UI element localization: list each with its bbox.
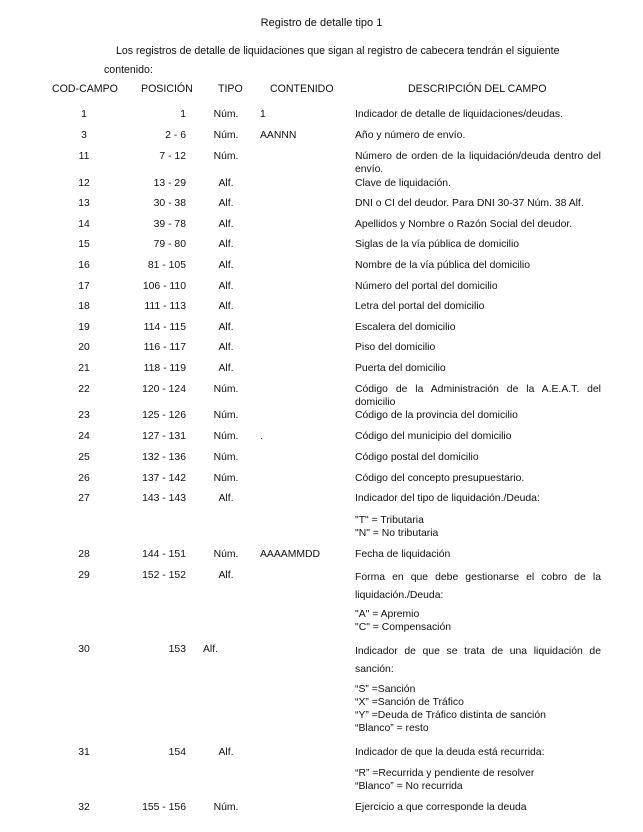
cell-pos: 137 - 142 xyxy=(142,473,186,484)
cell-pos: 120 - 124 xyxy=(142,384,186,395)
intro-text-line1: Los registros de detalle de liquidaciones que sigan al registro de cabecera tendrán el siguiente xyxy=(116,45,560,57)
cell-desc: Año y número de envío. xyxy=(355,130,466,141)
cell-cod: 17 xyxy=(78,281,90,292)
cell-pos: 79 - 80 xyxy=(153,239,186,250)
cell-tipo: Núm. xyxy=(213,109,239,120)
cell-cod: 25 xyxy=(78,452,90,463)
cell-pos: 106 - 110 xyxy=(142,281,186,292)
cell-pos: 132 - 136 xyxy=(142,452,186,463)
option-list xyxy=(355,514,601,540)
cell-cod: 31 xyxy=(78,747,90,758)
cell-tipo: Alf. xyxy=(218,239,234,250)
cell-tipo: Núm. xyxy=(213,802,239,813)
option-item: "N" = No tributaria xyxy=(355,528,439,539)
cell-pos: 111 - 113 xyxy=(144,301,186,312)
cell-pos: 127 - 131 xyxy=(142,431,186,442)
cell-pos: 144 - 151 xyxy=(142,549,186,560)
cell-desc: Siglas de la vía pública de domicilio xyxy=(355,239,520,250)
cell-desc: Código del municipio del domicilio xyxy=(355,431,512,442)
cell-cont: AAAAMMDD xyxy=(260,549,321,560)
cell-tipo: Núm. xyxy=(213,473,239,484)
cell-desc: Indicador de detalle de liquidaciones/deudas. xyxy=(355,109,563,120)
cell-desc: Número de orden de la liquidación/deuda dentro del envío. xyxy=(355,151,601,175)
cell-desc: Código de la provincia del domicilio xyxy=(355,410,518,421)
cell-desc: Apellidos y Nombre o Razón Social del deudor. xyxy=(355,219,573,230)
cell-pos: 116 - 117 xyxy=(143,342,186,353)
cell-tipo: Núm. xyxy=(213,130,239,141)
cell-cod: 28 xyxy=(78,549,90,560)
cell-cod: 11 xyxy=(78,151,90,162)
cell-cod: 14 xyxy=(78,219,90,230)
cell-pos: 114 - 115 xyxy=(143,322,186,333)
cell-cod: 3 xyxy=(81,130,87,141)
cell-tipo: Alf. xyxy=(218,493,234,504)
cell-desc: Nombre de la vía pública del domicilio xyxy=(355,260,530,271)
option-item: "A" = Apremio xyxy=(355,609,420,620)
cell-desc: Código postal del domicilio xyxy=(355,452,479,463)
option-item: “R” =Recurrida y pendiente de resolver xyxy=(355,768,535,779)
cell-tipo: Alf. xyxy=(218,570,234,581)
cell-pos: 152 - 152 xyxy=(142,570,186,581)
cell-pos: 7 - 12 xyxy=(159,151,186,162)
cell-cod: 24 xyxy=(78,431,90,442)
cell-cod: 1 xyxy=(81,109,87,120)
cell-cod: 13 xyxy=(78,198,90,209)
cell-desc: Código del concepto presupuestario. xyxy=(355,473,525,484)
cell-pos: 2 - 6 xyxy=(165,130,186,141)
header-tipo: TIPO xyxy=(218,83,243,95)
cell-cod: 16 xyxy=(78,260,90,271)
cell-cont: AANNN xyxy=(260,130,297,141)
header-posicion: POSICIÓN xyxy=(141,83,193,95)
cell-pos: 13 - 29 xyxy=(153,178,186,189)
cell-tipo: Alf. xyxy=(218,342,234,353)
cell-cod: 20 xyxy=(78,342,90,353)
option-item: “Y” =Deuda de Tráfico distinta de sanción xyxy=(355,710,546,721)
cell-tipo: Alf. xyxy=(218,281,234,292)
cell-cod: 21 xyxy=(78,363,90,374)
option-list xyxy=(355,767,601,793)
cell-tipo: Núm. xyxy=(213,151,239,162)
header-contenido: CONTENIDO xyxy=(270,83,334,95)
cell-desc: Código de la Administración de la A.E.A.T. del domicilio xyxy=(355,384,601,408)
header-cod-campo: COD-CAMPO xyxy=(52,83,118,95)
cell-desc: Indicador de que la deuda está recurrida: xyxy=(355,747,545,758)
cell-pos: 81 - 105 xyxy=(147,260,186,271)
option-item: “Blanco” = No recurrida xyxy=(355,781,463,792)
option-item: "C" = Compensación xyxy=(355,622,452,633)
cell-cod: 15 xyxy=(78,239,90,250)
option-list xyxy=(355,608,601,634)
cell-pos: 1 xyxy=(180,109,186,120)
cell-desc: Puerta del domicilio xyxy=(355,363,446,374)
cell-cod: 22 xyxy=(78,384,90,395)
cell-cod: 12 xyxy=(78,178,90,189)
cell-desc: Escalera del domicilio xyxy=(355,322,456,333)
cell-pos: 39 - 78 xyxy=(153,219,186,230)
option-item: “S” =Sanción xyxy=(355,684,416,695)
cell-cod: 29 xyxy=(78,570,90,581)
cell-pos: 125 - 126 xyxy=(142,410,186,421)
cell-cont: 1 xyxy=(260,109,266,120)
cell-pos: 155 - 156 xyxy=(142,802,186,813)
cell-tipo: Alf. xyxy=(218,363,234,374)
cell-cont: . xyxy=(260,431,263,442)
cell-pos: 30 - 38 xyxy=(153,198,186,209)
cell-tipo: Alf. xyxy=(218,301,234,312)
cell-cod: 19 xyxy=(78,322,90,333)
cell-tipo: Alf. xyxy=(218,747,234,758)
cell-desc: Letra del portal del domicilio xyxy=(355,301,485,312)
cell-cod: 32 xyxy=(78,802,90,813)
cell-tipo: Núm. xyxy=(213,431,239,442)
cell-desc: Piso del domicilio xyxy=(355,342,436,353)
option-item: “X” =Sanción de Tráfico xyxy=(355,697,464,708)
cell-tipo: Alf. xyxy=(218,260,234,271)
option-item: “Blanco” = resto xyxy=(355,723,429,734)
page-title: Registro de detalle tipo 1 xyxy=(260,17,383,29)
cell-desc: DNI o CI del deudor. Para DNI 30-37 Núm. 38 Alf. xyxy=(355,198,584,209)
cell-pos: 154 xyxy=(168,747,186,758)
cell-tipo: Núm. xyxy=(213,410,239,421)
cell-desc: Número del portal del domicilio xyxy=(355,281,498,292)
cell-desc: Forma en que debe gestionarse el cobro de la liquidación./Deuda: xyxy=(355,572,601,601)
cell-cod: 26 xyxy=(78,473,90,484)
option-list xyxy=(355,683,601,735)
cell-desc: Fecha de liquidación xyxy=(355,549,451,560)
cell-cod: 18 xyxy=(78,301,90,312)
cell-pos: 118 - 119 xyxy=(143,363,186,374)
cell-desc: Indicador del tipo de liquidación./Deuda: xyxy=(355,493,540,504)
cell-cod: 27 xyxy=(78,493,90,504)
option-item: "T" = Tributaria xyxy=(355,515,424,526)
cell-cod: 23 xyxy=(78,410,90,421)
header-descripcion: DESCRIPCIÓN DEL CAMPO xyxy=(408,83,547,95)
cell-tipo: Alf. xyxy=(218,219,234,230)
cell-tipo: Alf. xyxy=(218,178,234,189)
cell-tipo: Núm. xyxy=(213,452,239,463)
cell-tipo: Núm. xyxy=(213,549,239,560)
cell-pos: 143 - 143 xyxy=(142,493,186,504)
cell-pos: 153 xyxy=(168,644,186,655)
cell-desc: Ejercicio a que corresponde la deuda xyxy=(355,802,527,813)
intro-text-line2: contenido: xyxy=(104,64,153,76)
cell-desc: Indicador de que se trata de una liquidación de sanción: xyxy=(355,646,601,675)
cell-desc: Clave de liquidación. xyxy=(355,178,451,189)
cell-tipo: Alf. xyxy=(218,198,234,209)
cell-tipo: Alf. xyxy=(203,644,219,655)
cell-cod: 30 xyxy=(78,644,90,655)
cell-tipo: Alf. xyxy=(218,322,234,333)
cell-tipo: Núm. xyxy=(213,384,239,395)
